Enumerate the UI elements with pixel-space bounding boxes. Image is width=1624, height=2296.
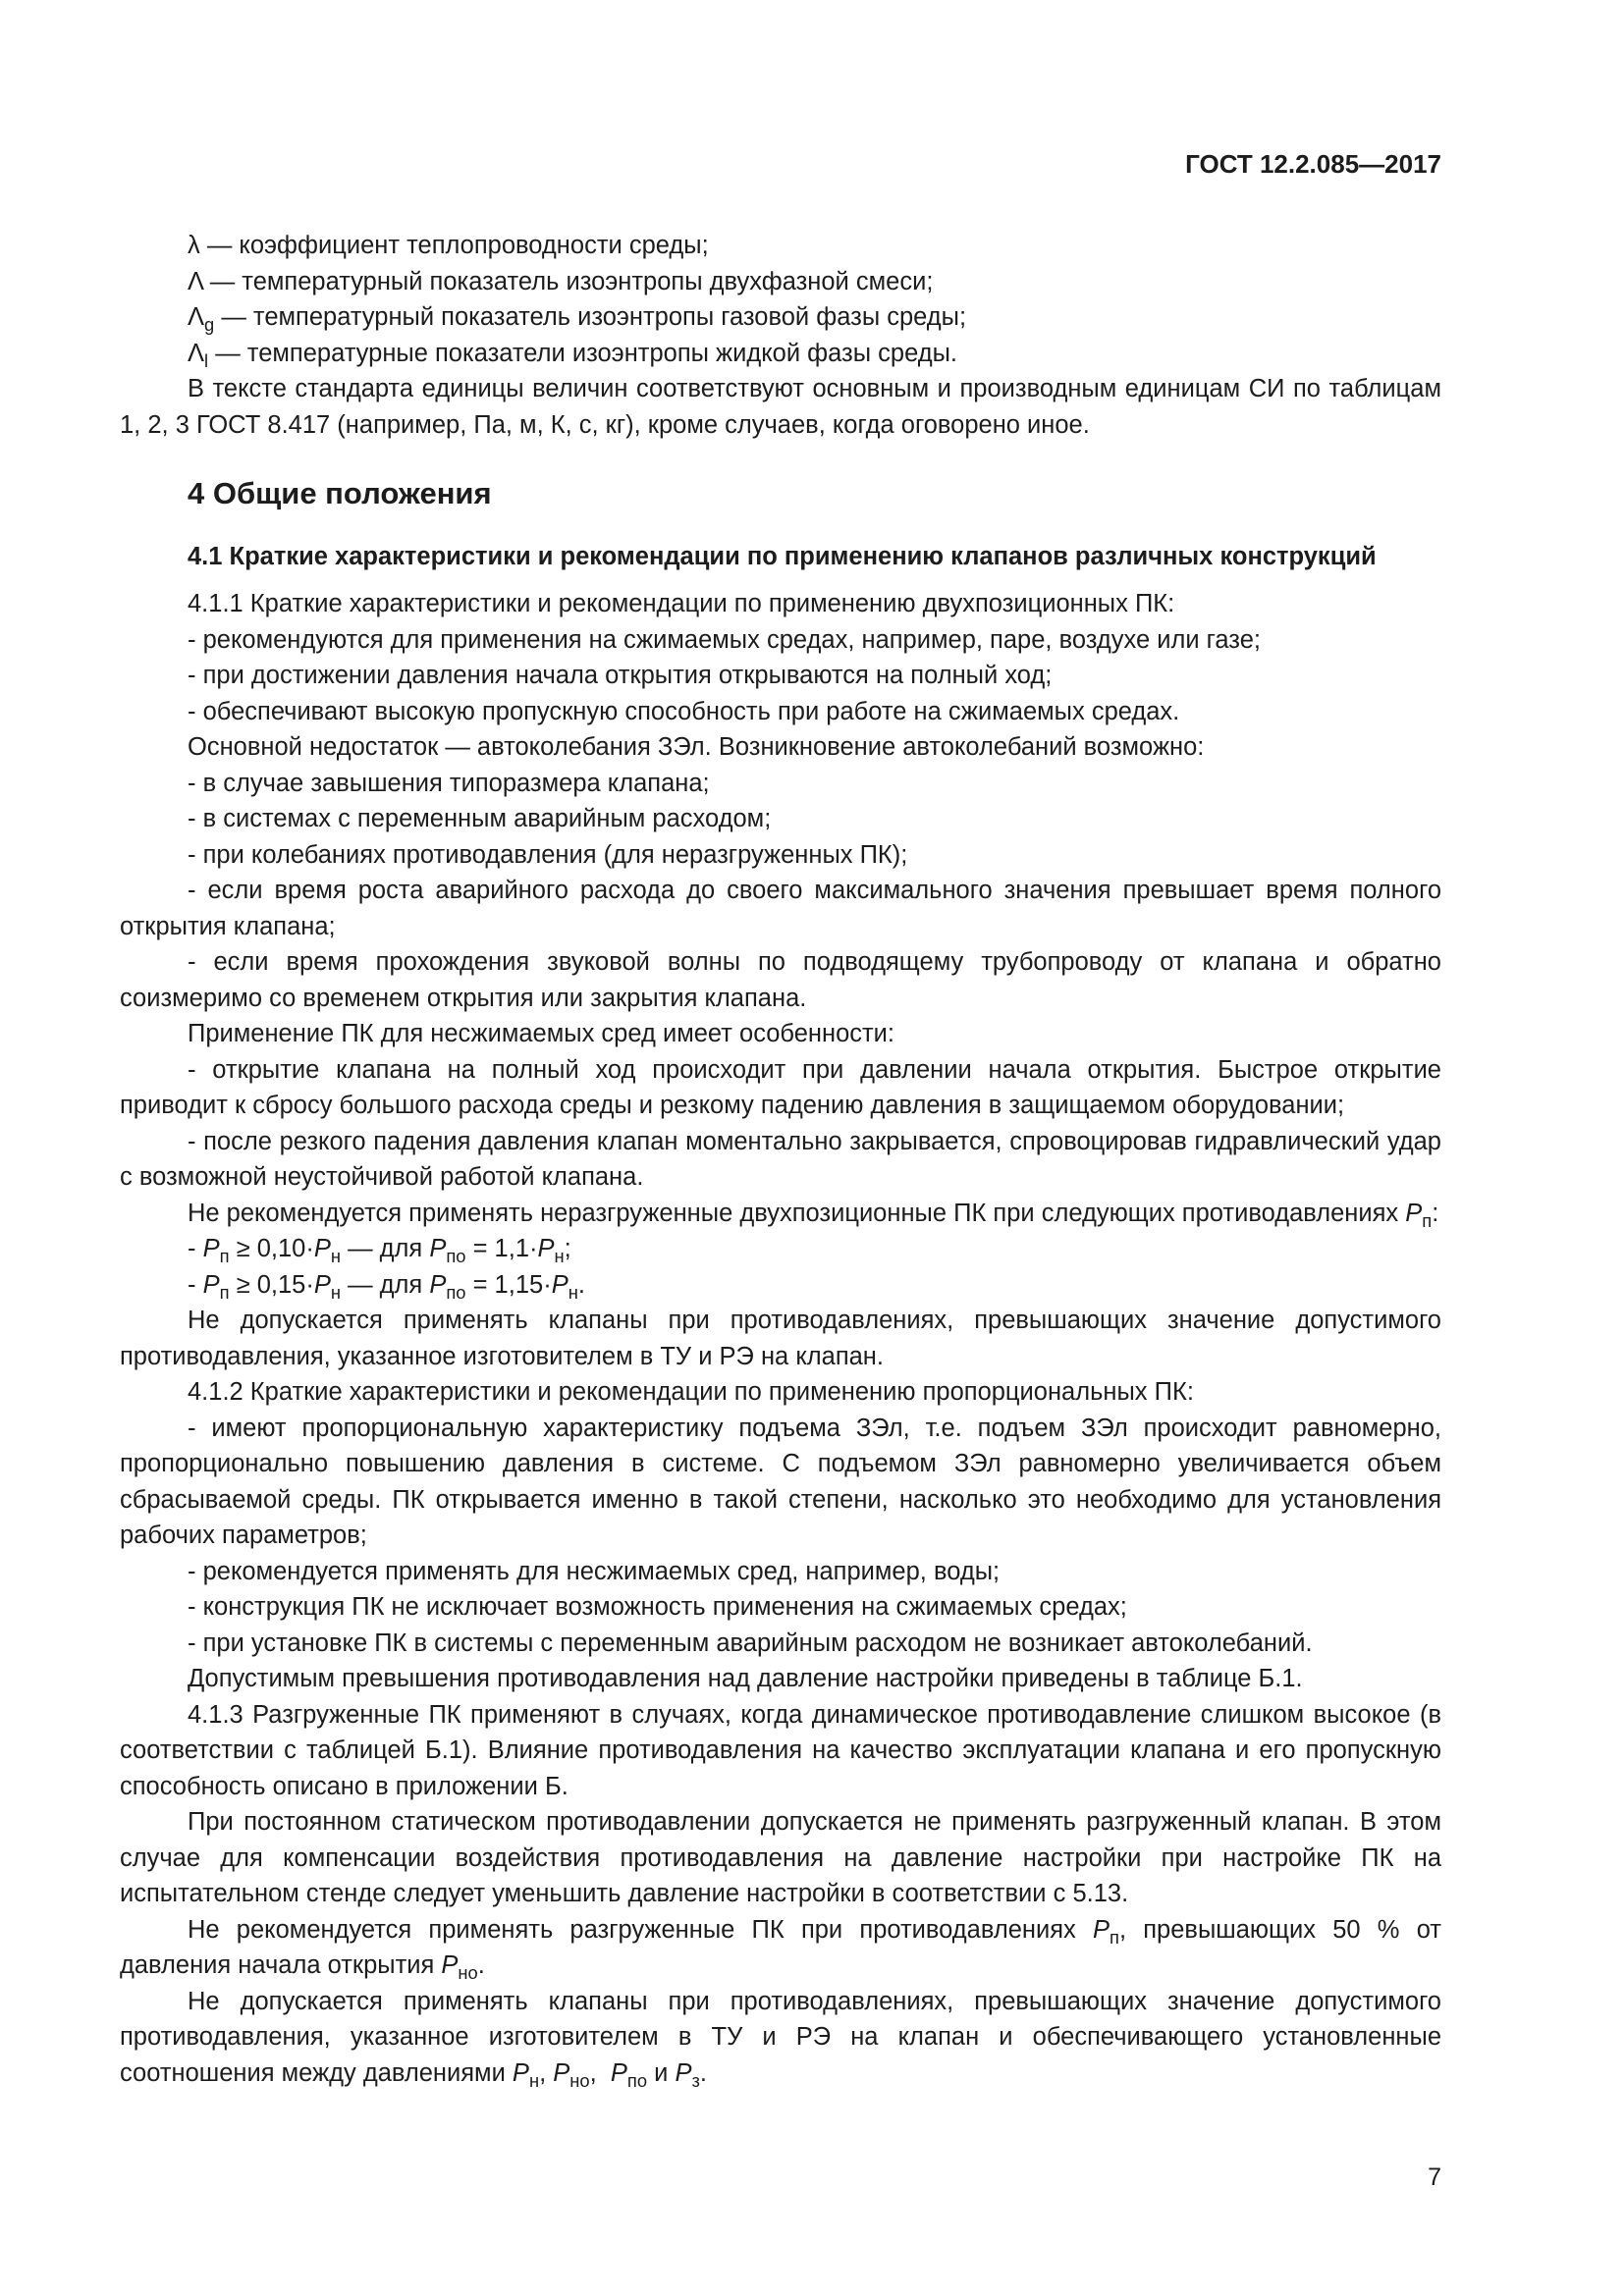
page-content (120, 228, 1441, 2091)
symbol-Lambda-l: $\Lambda_l$ — температурные показатели изоэнтропы жидкой фазы среды. (188, 339, 957, 371)
pressure-relations-paragraph: Не допускается применять клапаны при противодавлениях, превышающих значение допустимого противодавления, указанное изготовителем в ТУ и РЭ на клапан и обеспечивающего установленные соотношения между давлениями $P_н$, $P_{но}$, $P_{по}$ и $P_з$. (120, 1987, 1441, 2091)
list-item: - если время прохождения звуковой волны по подводящему трубопроводу от клапана и обратно соизмеримо со временем открытия или закрытия клапана. (120, 948, 1441, 1012)
paragraph-4-1-2: 4.1.2 Краткие характеристики и рекомендации по применению пропорциональных ПК: (188, 1378, 1194, 1406)
paragraph-4-1-3: 4.1.3 Разгруженные ПК применяют в случаях, когда динамическое противодавление слишком высокое (в соответствии с таблицей Б.1). Влияние противодавления на качество эксплуатации клапана и его пропускную способность описано в приложении Б. (120, 1700, 1441, 1800)
formula-1: - $P_п \ge 0,10\cdot P_н$ — для $P_{по} = 1,1\cdot P_н$; (188, 1235, 571, 1266)
section-heading: 4 Общие положения (188, 476, 492, 510)
list-item: - если время роста аварийного расхода до своего максимального значения превышает время полного открытия клапана; (120, 877, 1441, 940)
symbol-lambda: λ — коэффициент теплопроводности среды; (188, 232, 709, 259)
not-recommended-paragraph: Не рекомендуется применять неразгруженные двухпозиционные ПК при следующих противодавлениях $P_п$: (188, 1199, 1439, 1231)
list-item: - при колебаниях противодавления (для неразгруженных ПК); (188, 840, 908, 869)
symbol-Lambda-g: $\Lambda_g$ — температурный показатель изоэнтропы газовой фазы среды; (188, 303, 967, 335)
list-item: - в случае завышения типоразмера клапана; (188, 769, 710, 797)
static-backpressure-paragraph: При постоянном статическом противодавлении допускается не применять разгруженный клапан. В этом случае для компенсации воздействия противодавления на давление настройки при настройке ПК на испытательном стенде следует уменьшить давление настройки в соответствии с 5.13. (120, 1808, 1441, 1907)
list-item: - при установке ПК в системы с переменным аварийным расходом не возникает автоколебаний. (188, 1629, 1313, 1657)
incompressible-paragraph: Применение ПК для несжимаемых сред имеет особенности: (188, 1020, 895, 1047)
not-allowed-paragraph: Не допускается применять клапаны при противодавлениях, превышающих значение допустимого противодавления, указанное изготовителем в ТУ и РЭ на клапан. (120, 1307, 1441, 1370)
formula-2: - $P_п \ge 0,15\cdot P_н$ — для $P_{по} = 1,15\cdot P_н$. (188, 1270, 585, 1303)
list-item: - рекомендуются для применения на сжимаемых средах, например, паре, воздухе или газе; (188, 625, 1261, 654)
list-item: - конструкция ПК не исключает возможность применения на сжимаемых средах; (188, 1593, 1127, 1621)
list-item: - рекомендуется применять для несжимаемых сред, например, воды; (188, 1557, 1001, 1585)
list-item: - при достижении давления начала открытия открываются на полный ход; (188, 662, 1053, 689)
permissible-paragraph: Допустимым превышения противодавления над давление настройки приведены в таблице Б.1. (188, 1665, 1303, 1692)
list-item: - имеют пропорциональную характеристику подъема ЗЭл, т.е. подъем ЗЭл происходит равномерно, пропорционально повышению давления в системе. С подъемом ЗЭл равномерно увеличивается объем сбрасываемой среды. ПК открывается именно в такой степени, насколько это необходимо для установления рабочих параметров; (120, 1414, 1441, 1549)
list-item: - открытие клапана на полный ход происходит при давлении начала открытия. Быстрое открытие приводит к сбросу большого расхода среды и резкому падению давления в защищаемом оборудовании; (120, 1055, 1441, 1119)
page-number: 7 (1428, 2163, 1441, 2191)
list-item: - в системах с переменным аварийным расходом; (188, 805, 772, 832)
units-note: В тексте стандарта единицы величин соответствуют основным и производным единицам СИ по таблицам 1, 2, 3 ГОСТ 8.417 (например, Па, м, К, с, кг), кроме случаев, когда оговорено иное. (120, 375, 1441, 439)
symbol-Lambda: Λ — температурный показатель изоэнтропы двухфазной смеси; (188, 267, 934, 295)
subsection-heading: 4.1 Краткие характеристики и рекомендации по применению клапанов различных конструкций (188, 543, 1377, 570)
list-item: - обеспечивают высокую пропускную способность при работе на сжимаемых средах. (188, 697, 1180, 725)
unloaded-not-recommended-paragraph: Не рекомендуется применять разгруженные ПК при противодавлениях $P_п$, превышающих 50 % от давления начала открытия $P_{но}$. (120, 1915, 1441, 1983)
paragraph-4-1-1: 4.1.1 Краткие характеристики и рекомендации по применению двухпозиционных ПК: (188, 590, 1175, 617)
list-item: - после резкого падения давления клапан моментально закрывается, спровоцировав гидравлический удар с возможной неустойчивой работой клапана. (120, 1127, 1441, 1191)
standard-code: ГОСТ 12.2.085—2017 (1185, 149, 1441, 179)
drawback-paragraph: Основной недостаток — автоколебания ЗЭл. Возникновение автоколебаний возможно: (188, 733, 1205, 761)
